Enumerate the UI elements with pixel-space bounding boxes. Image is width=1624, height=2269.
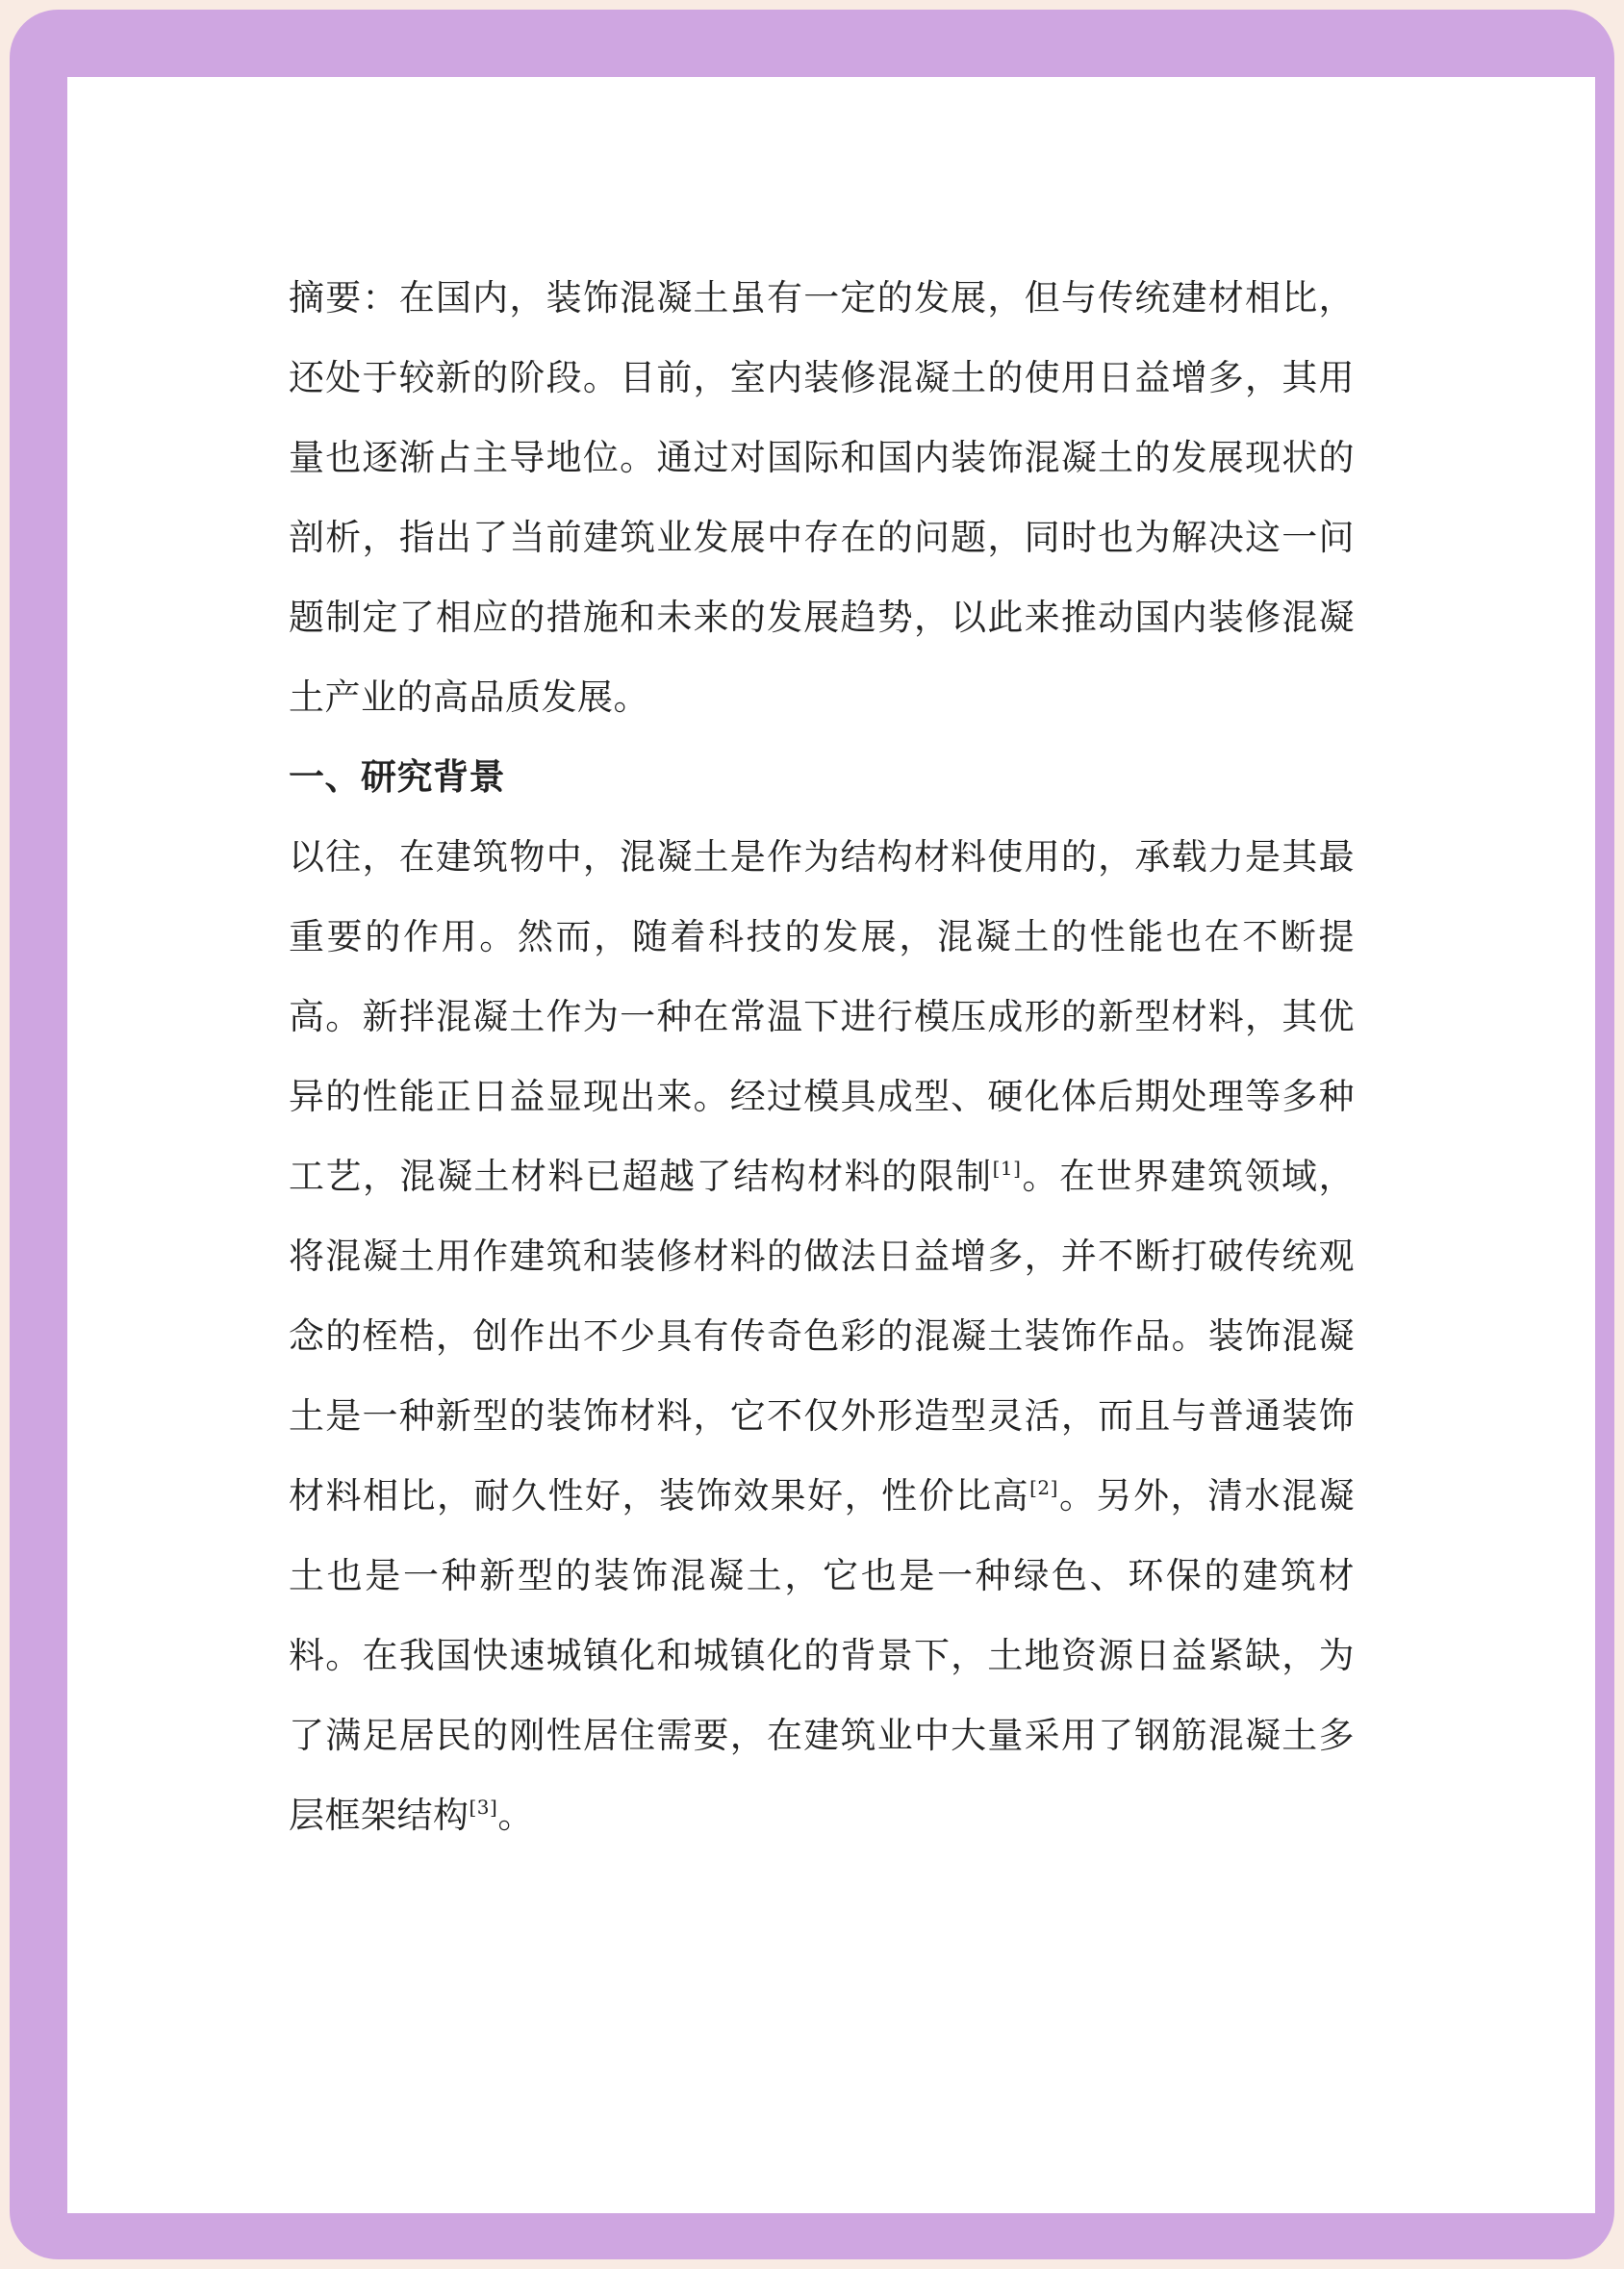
section-heading: 一、研究背景 (289, 755, 505, 798)
body-text-3: 。另外，清水混凝土也是一种新型的装饰混凝土，它也是一种绿色、环保的建筑材料。在我国快速城镇化和城镇化的背景下，土地资源日益紧缺，为了满足居民的刚性居住需要，在建筑业中大量采用了钢筋混凝土多层框架结构 (289, 1475, 1356, 1836)
background-paragraph (289, 817, 1355, 1855)
abstract-paragraph: 摘要：在国内，装饰混凝土虽有一定的发展，但与传统建材相比，还处于较新的阶段。目前，室内装修混凝土的使用日益增多，其用量也逐渐占主导地位。通过对国际和国内装饰混凝土的发展现状的剖析，指出了当前建筑业发展中存在的问题，同时也为解决这一问题制定了相应的措施和未来的发展趋势，以此来推动国内装修混凝土产业的高品质发展。 (289, 277, 1355, 718)
body-text-4: 。 (497, 1795, 534, 1836)
body-text-2: 。在世界建筑领域，将混凝土用作建筑和装修材料的做法日益增多，并不断打破传统观念的桎梏，创作出不少具有传奇色彩的混凝土装饰作品。装饰混凝土是一种新型的装饰材料，它不仅外形造型灵活，而且与普通装饰材料相比，耐久性好，装饰效果好，性价比高 (289, 1156, 1356, 1517)
body-text-1: 以往，在建筑物中，混凝土是作为结构材料使用的，承载力是其最重要的作用。然而，随着科技的发展，混凝土的性能也在不断提高。新拌混凝土作为一种在常温下进行模压成形的新型材料，其优异的性能正日益显现出来。经过模具成型、硬化体后期处理等多种工艺，混凝土材料已超越了结构材料的限制 (289, 836, 1355, 1197)
reference-1: [1] (992, 1157, 1022, 1180)
reference-2: [2] (1029, 1476, 1058, 1499)
reference-3: [3] (469, 1796, 498, 1819)
document-body (289, 258, 1355, 1855)
